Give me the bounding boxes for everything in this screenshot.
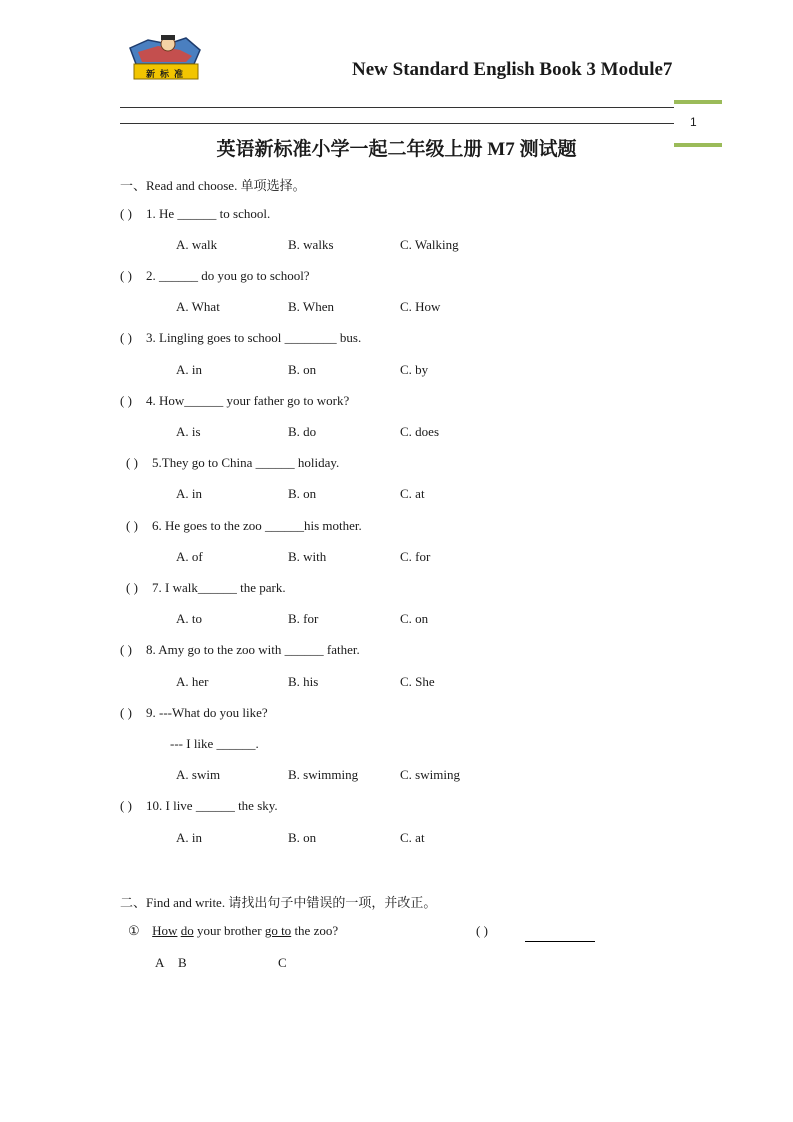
option-c: C. Walking [400, 237, 459, 252]
question-4 [120, 393, 349, 409]
option-letter-a: A [155, 955, 165, 970]
logo-text: 新标准 [145, 70, 188, 80]
option-b: B. for [288, 611, 319, 626]
sentence-end: the zoo? [294, 923, 339, 938]
question-1 [120, 206, 270, 222]
option-c: C. by [400, 362, 429, 377]
option-b: B. on [288, 830, 317, 845]
answer-paren: ( ) [120, 206, 132, 221]
question-3 [120, 330, 361, 346]
question-text: 8. Amy go to the zoo with ______ father. [146, 642, 360, 657]
answer-paren: ( ) [476, 923, 488, 938]
option-b: B. on [288, 486, 317, 501]
section2-heading: 二、Find and write. 请找出句子中错误的一项，并改正。 [120, 895, 437, 910]
page-accent-top [674, 100, 722, 104]
option-b: B. on [288, 362, 317, 377]
question-text: 1. He ______ to school. [146, 206, 271, 221]
option-b: B. walks [288, 237, 334, 252]
section1-heading: 一、Read and choose. 单项选择。 [120, 178, 306, 193]
question-9 [120, 705, 268, 721]
find-write-item-1 [128, 923, 338, 939]
option-letter-b: B [178, 955, 187, 970]
option-a: A. of [176, 549, 203, 564]
answer-paren: ( ) [120, 642, 132, 657]
answer-paren: ( ) [126, 580, 138, 595]
answer-paren: ( ) [120, 330, 132, 345]
option-c: C. for [400, 549, 431, 564]
question-2 [120, 268, 310, 284]
option-a: A. is [176, 424, 201, 439]
answer-paren: ( ) [120, 393, 132, 408]
answer-paren: ( ) [120, 798, 132, 813]
question-8 [120, 642, 360, 658]
option-b: B. do [288, 424, 317, 439]
option-c: C. at [400, 830, 425, 845]
option-a: A. in [176, 486, 202, 501]
correction-blank [525, 924, 595, 942]
option-c: C. does [400, 424, 439, 439]
option-letter-c: C [278, 955, 287, 970]
answer-paren: ( ) [120, 268, 132, 283]
option-a: A. to [176, 611, 202, 626]
question-10 [120, 798, 278, 814]
option-c: C. swiming [400, 767, 460, 782]
underlined-word-a: How [152, 923, 178, 938]
underlined-word-c: go to [264, 923, 292, 938]
answer-paren: ( ) [120, 705, 132, 720]
option-b: B. When [288, 299, 334, 314]
header-rule-top [120, 107, 674, 108]
question-text: 9. ---What do you like? [146, 705, 268, 720]
question-text: 2. ______ do you go to school? [146, 268, 310, 283]
question-text: 3. Lingling goes to school ________ bus. [146, 330, 362, 345]
header-title: New Standard English Book 3 Module7 [352, 59, 673, 80]
option-c: C. How [400, 299, 441, 314]
option-b: B. his [288, 674, 319, 689]
option-a: A. swim [176, 767, 221, 782]
option-a: A. What [176, 299, 220, 314]
option-a: A. her [176, 674, 209, 689]
option-a: A. in [176, 830, 202, 845]
question-text: 5.They go to China ______ holiday. [152, 455, 340, 470]
sentence-middle: your brother [196, 923, 262, 938]
option-c: C. on [400, 611, 429, 626]
header-rule-bottom [120, 123, 674, 124]
question-text: 6. He goes to the zoo ______his mother. [152, 518, 362, 533]
page-number: 1 [690, 115, 697, 129]
option-c: C. at [400, 486, 425, 501]
document-title: 英语新标准小学一起二年级上册 M7 测试题 [216, 139, 577, 160]
question-text: 10. I live ______ the sky. [146, 798, 278, 813]
underlined-word-b: do [180, 923, 194, 938]
option-a: A. walk [176, 237, 218, 252]
item-marker: ① [128, 923, 140, 938]
option-b: B. with [288, 549, 327, 564]
answer-paren: ( ) [126, 455, 138, 470]
option-c: C. She [400, 674, 435, 689]
question-5 [126, 455, 339, 471]
question-6 [126, 518, 362, 534]
question-subline: --- I like ______. [170, 736, 259, 751]
option-b: B. swimming [288, 767, 359, 782]
question-text: 7. I walk______ the park. [152, 580, 286, 595]
question-7 [126, 580, 286, 596]
option-a: A. in [176, 362, 202, 377]
answer-paren: ( ) [126, 518, 138, 533]
question-text: 4. How______ your father go to work? [146, 393, 350, 408]
